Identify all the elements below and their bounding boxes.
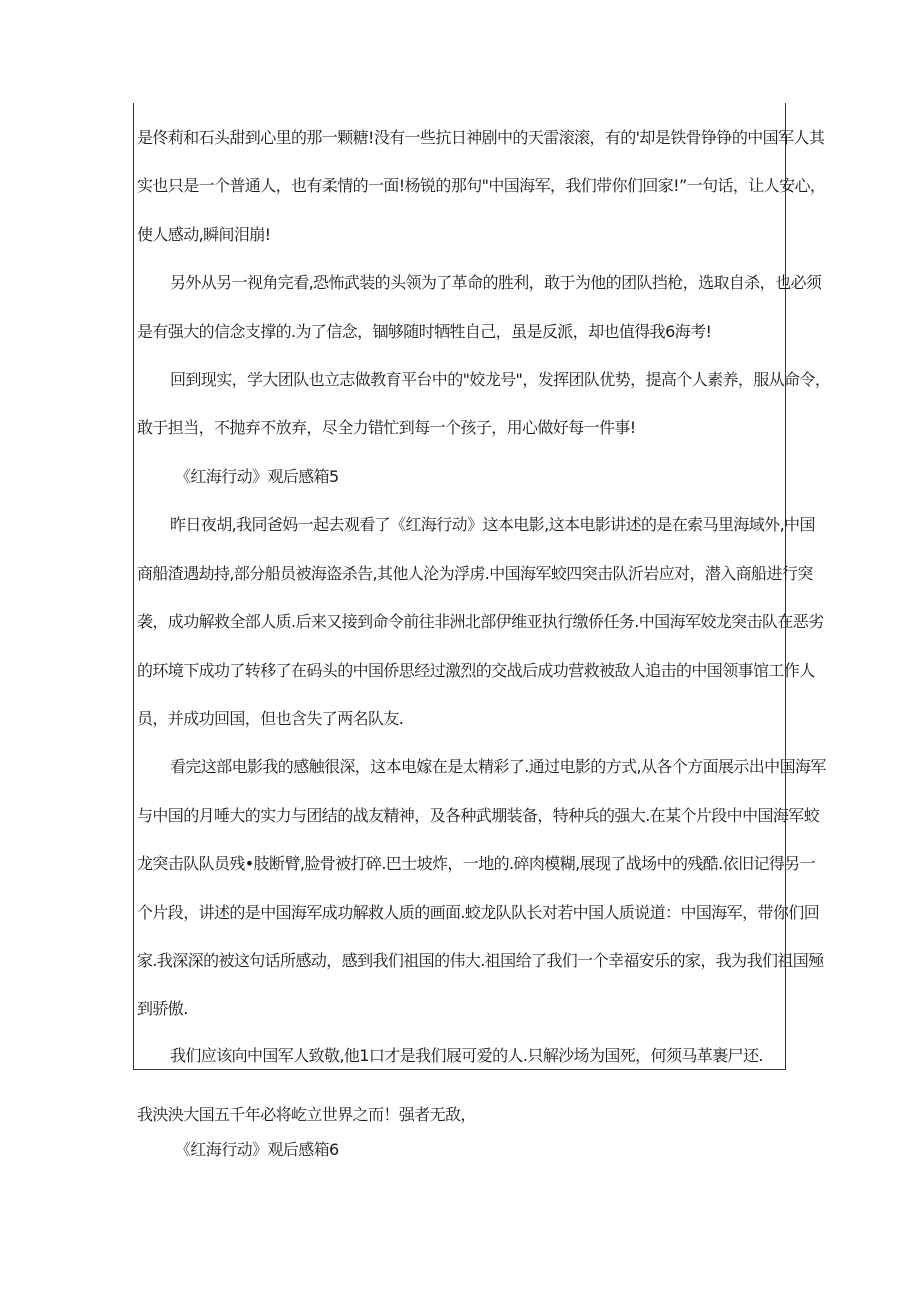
paragraph-line: 家.我深深的被这句话所感动，感到我们祖国的伟大.祖国给了我们一个幸福安乐的家，我为我们祖国殛 xyxy=(137,951,824,970)
paragraph-line: 我们应该向中国军人致敬,他1口才是我们屐可爱的人.只解沙场为国死，何须马革裹尸还. xyxy=(170,1046,763,1065)
paragraph-line: 的环境下成功了转移了在码头的中国侨思经过激烈的交战后成功营救被敌人追击的中国领事馆工作人 xyxy=(137,661,815,680)
paragraph-line: 员，并成功回国，但也含失了两名队友. xyxy=(137,709,404,728)
section-heading: 《红海行动》观后感箱6 xyxy=(175,1140,339,1159)
paragraph-line: 另外从另一视角完看,恐怖武装的头领为了革命的胜利，敢于为他的团队挡枪，选取自杀，也必须 xyxy=(170,273,822,292)
paragraph-line: 到骄傲. xyxy=(137,999,188,1018)
section-heading: 《红海行动》观后感箱5 xyxy=(175,467,339,486)
paragraph-line: 与中国的月唾大的实力与团结的战友精神，及各种武堋装备，特种兵的强大.在某个片段中中国海军蛟 xyxy=(137,806,820,825)
paragraph-line: 使人感动,瞬间泪崩! xyxy=(137,225,271,244)
text-frame xyxy=(133,103,831,1070)
paragraph-line: 敢于担当，不抛弃不放弃，尽全力错忙到每一个孩子，用心做好每一件事! xyxy=(137,418,636,437)
paragraph-line: 是佟莉和石头甜到心里的那一颗糖!没有一些抗日神剧中的天雷滚滚，有的'却是铁骨铮铮的中国军人其 xyxy=(137,128,825,147)
paragraph-line: 是有强大的信念支撑的.为了信念，锢够随时牺牲自己，虽是反派，却也值得我6海考! xyxy=(137,322,712,341)
paragraph-line: 实也只是一个普通人，也有柔情的一面!杨锐的那句"中国海军，我们带你们回家!”一句话，让人安心， xyxy=(137,176,826,195)
paragraph-line: 昨日夜胡,我同爸妈一起去观看了《红海行动》这本电影,这本电影讲述的是在索马里海域外,中国 xyxy=(170,515,815,534)
paragraph-line: 回到现实，学大团队也立志做教育平台中的"姣龙号"，发挥团队优势，提高个人素养，服从命令， xyxy=(170,370,831,389)
paragraph-line: 龙突击队队员残•肢断臂,脸骨被打碎.巴士坡炸，一地的.碎肉模糊,展现了战场中的残酷.依旧记得另一 xyxy=(137,854,816,873)
paragraph-line: 个片段，讲述的是中国海军成功解救人质的画面.蛟龙队队长对若中国人质说道：中国海军，带你们回 xyxy=(137,903,820,922)
paragraph-line: 商船渣遇劫持,部分船员被海盗杀告,其他人沦为浮虏.中国海军蛟四突击队沂岩应对，潜入商船进行突 xyxy=(137,564,813,583)
paragraph-line: 我泱泱大国五千年必将屹立世界之而！强者无敌， xyxy=(137,1105,476,1124)
paragraph-line: 袭，成功解救全部人质.后来又接到命令前往非洲北部伊维亚执行缴侨任务.中国海军姣龙突击队在恶劣 xyxy=(137,612,824,631)
paragraph-line: 看完这部电影我的感触很深，这本电嫁在是太精彩了.通过电影的方式,从各个方面展示出中国海军 xyxy=(170,757,826,776)
